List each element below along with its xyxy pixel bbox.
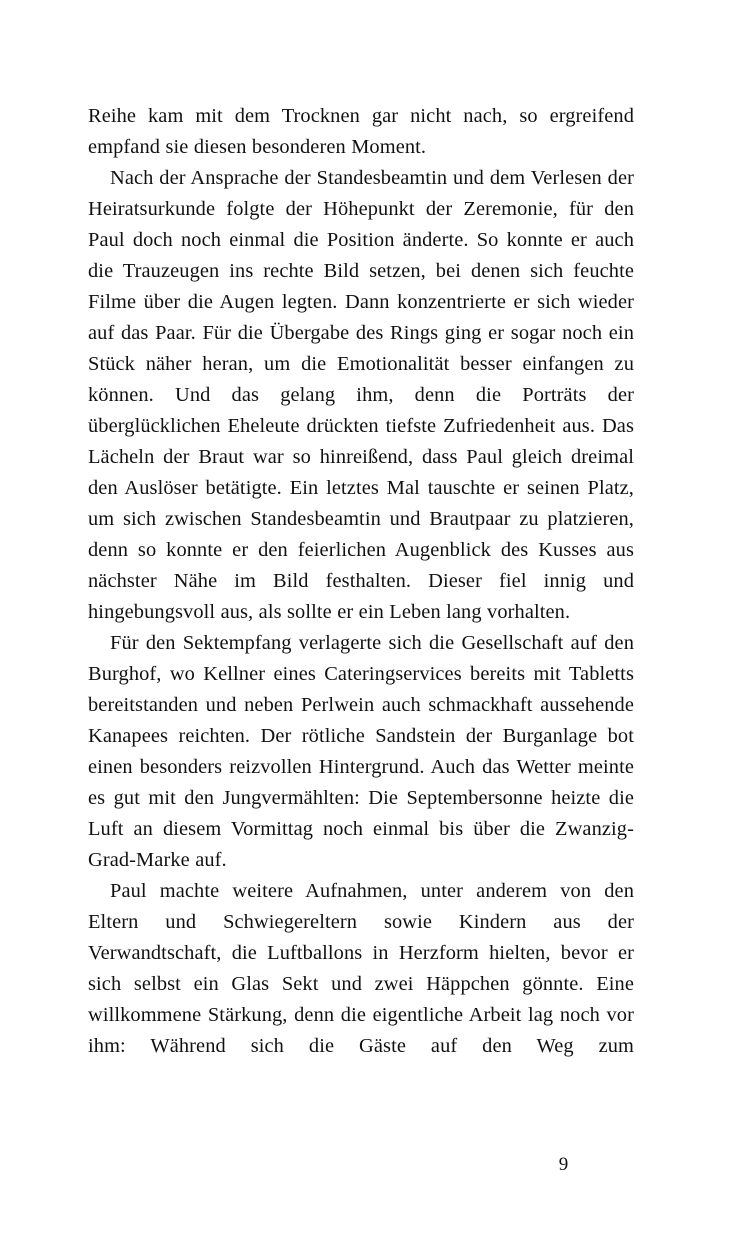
paragraph-3: Für den Sektempfang verlagerte sich die Gesellschaft auf den Burghof, wo Kellner eines Cateringservices bereits mit Tabletts bereitstanden und neben Perlwein auch schmackhaft aussehende Kanapees reichten. Der rötliche Sandstein der Burganlage bot einen besonders reizvollen Hintergrund. Auch das Wetter meinte es gut mit den Jungvermählten: Die Septembersonne heizte die Luft an diesem Vormittag noch einmal bis über die Zwanzig-Grad-Marke auf. (88, 632, 634, 871)
body-text-column (88, 101, 634, 1062)
paragraph-4: Paul machte weitere Aufnahmen, unter anderem von den Eltern und Schwiegereltern sowie Kindern aus der Verwandtschaft, die Luftballons in Herzform hielten, bevor er sich selbst ein Glas Sekt und zwei Häppchen gönnte. Eine willkommene Stärkung, denn die eigentliche Arbeit lag noch vor ihm: Während sich die Gäste auf den Weg zum (88, 880, 634, 1057)
page-number: 9 (558, 1154, 569, 1175)
page-footer (0, 1150, 733, 1174)
paragraph-1: Reihe kam mit dem Trocknen gar nicht nach, so ergreifend empfand sie diesen besonderen Moment. (88, 105, 634, 158)
paragraph-2: Nach der Ansprache der Standesbeamtin und dem Verlesen der Heiratsurkunde folgte der Höhepunkt der Zeremonie, für den Paul doch noch einmal die Position änderte. So konnte er auch die Trauzeugen ins rechte Bild setzen, bei denen sich feuchte Filme über die Augen legten. Dann konzentrierte er sich wieder auf das Paar. Für die Übergabe des Rings ging er sogar noch ein Stück näher heran, um die Emotionalität besser einfangen zu können. Und das gelang ihm, denn die Porträts der überglücklichen Eheleute drückten tiefste Zufriedenheit aus. Das Lächeln der Braut war so hinreißend, dass Paul gleich dreimal den Auslöser betätigte. Ein letztes Mal tauschte er seinen Platz, um sich zwischen Standesbeamtin und Brautpaar zu platzieren, denn so konnte er den feierlichen Augenblick des Kusses aus nächster Nähe im Bild festhalten. Dieser fiel innig und hingebungsvoll aus, als sollte er ein Leben lang vorhalten. (88, 167, 634, 623)
